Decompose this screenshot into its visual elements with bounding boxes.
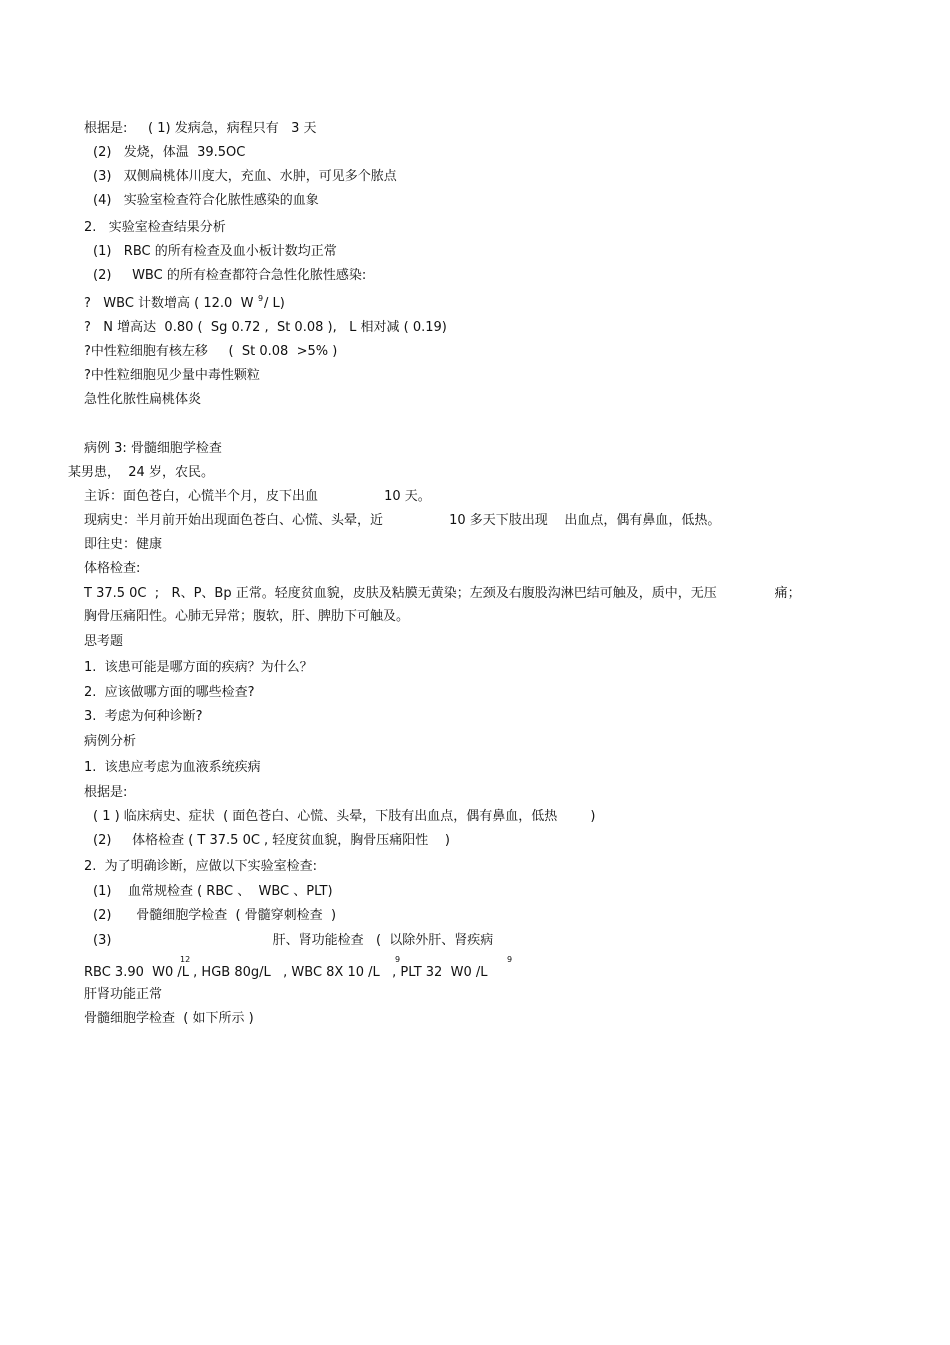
text-line: 主诉：面色苍白，心慌半个月，皮下出血 10 天。 (84, 489, 431, 504)
text-line: (3) 双侧扁桃体川度大，充血、水肿，可见多个脓点 (93, 169, 397, 184)
text-line: ? N 增高达 0.80 ( Sg 0.72 , St 0.08 ), L 相对减 ( 0.19) (84, 320, 447, 335)
text-line: (2) 骨髓细胞学检查 ( 骨髓穿刺检查 ) (93, 908, 337, 923)
text-line: 3. 考虑为何种诊断? (84, 709, 203, 724)
text-line: 某男患， 24 岁，农民。 (68, 465, 214, 480)
text-line: RBC 3.90 W0 /L , HGB 80g/L , WBC 8X 10 /L , PLT 32 W0 /L (84, 965, 488, 980)
text-line: (1) RBC 的所有检查及血小板计数均正常 (93, 244, 337, 259)
text-line: T 37.5 0C ; R、P、Bp 正常。轻度贫血貌，皮肤及粘膜无黄染；左颈及右腹股沟淋巴结可触及，质中，无压 痛； (84, 586, 801, 601)
text-line: 根据是: ( 1) 发病急，病程只有 3 天 (84, 121, 317, 136)
text-line: (3) 肝、肾功能检查 ( 以除外肝、肾疾病 (93, 933, 494, 948)
text-line: ?中性粒细胞见少量中毒性颗粒 (84, 368, 260, 383)
text-line: 肝肾功能正常 (84, 987, 163, 1002)
text-line: 2. 为了明确诊断，应做以下实验室检查: (84, 859, 318, 874)
superscript: 9 (258, 294, 264, 303)
text-line: 体格检查: (84, 561, 141, 576)
text-line: (2) 体格检查 ( T 37.5 0C , 轻度贫血貌，胸骨压痛阳性 ) (93, 833, 450, 848)
text-line: 骨髓细胞学检查 ( 如下所示 ) (84, 1011, 254, 1026)
text-line: 现病史：半月前开始出现面色苍白、心慌、头晕，近 10 多天下肢出现 出血点，偶有鼻血，低热。 (84, 513, 721, 528)
text-line: ? WBC 计数增高 ( 12.0 W (84, 296, 254, 311)
text-line: / L) (264, 296, 285, 311)
text-line: 2. 实验室检查结果分析 (84, 220, 226, 235)
text-line: (2) WBC 的所有检查都符合急性化脓性感染: (93, 268, 367, 283)
text-line: 病例分析 (84, 734, 137, 749)
text-line: ( 1 ) 临床病史、症状 ( 面色苍白、心慌、头晕，下肢有出血点，偶有鼻血，低热 ) (93, 809, 596, 824)
superscript: 9 (507, 955, 513, 964)
superscript: 9 (395, 955, 401, 964)
text-line: 即往史：健康 (84, 537, 163, 552)
text-line: ?中性粒细胞有核左移 ( St 0.08 >5% ) (84, 344, 338, 359)
text-line: 1. 该患应考虑为血液系统疾病 (84, 760, 261, 775)
text-line: 1. 该患可能是哪方面的疾病？为什么？ (84, 660, 313, 675)
text-line: 根据是: (84, 785, 128, 800)
text-line: (4) 实验室检查符合化脓性感染的血象 (93, 193, 319, 208)
text-line: 急性化脓性扁桃体炎 (84, 392, 202, 407)
text-line: (1) 血常规检查 ( RBC 、 WBC 、PLT) (93, 884, 333, 899)
section-heading: 病例 3: 骨髓细胞学检查 (84, 441, 222, 456)
text-line: 思考题 (84, 634, 124, 649)
superscript: 12 (180, 955, 191, 964)
text-line: 2. 应该做哪方面的哪些检查? (84, 685, 255, 700)
text-line: 胸骨压痛阳性。心肺无异常；腹软，肝、脾肋下可触及。 (84, 609, 410, 624)
text-line: (2) 发烧，体温 39.5OC (93, 145, 246, 160)
